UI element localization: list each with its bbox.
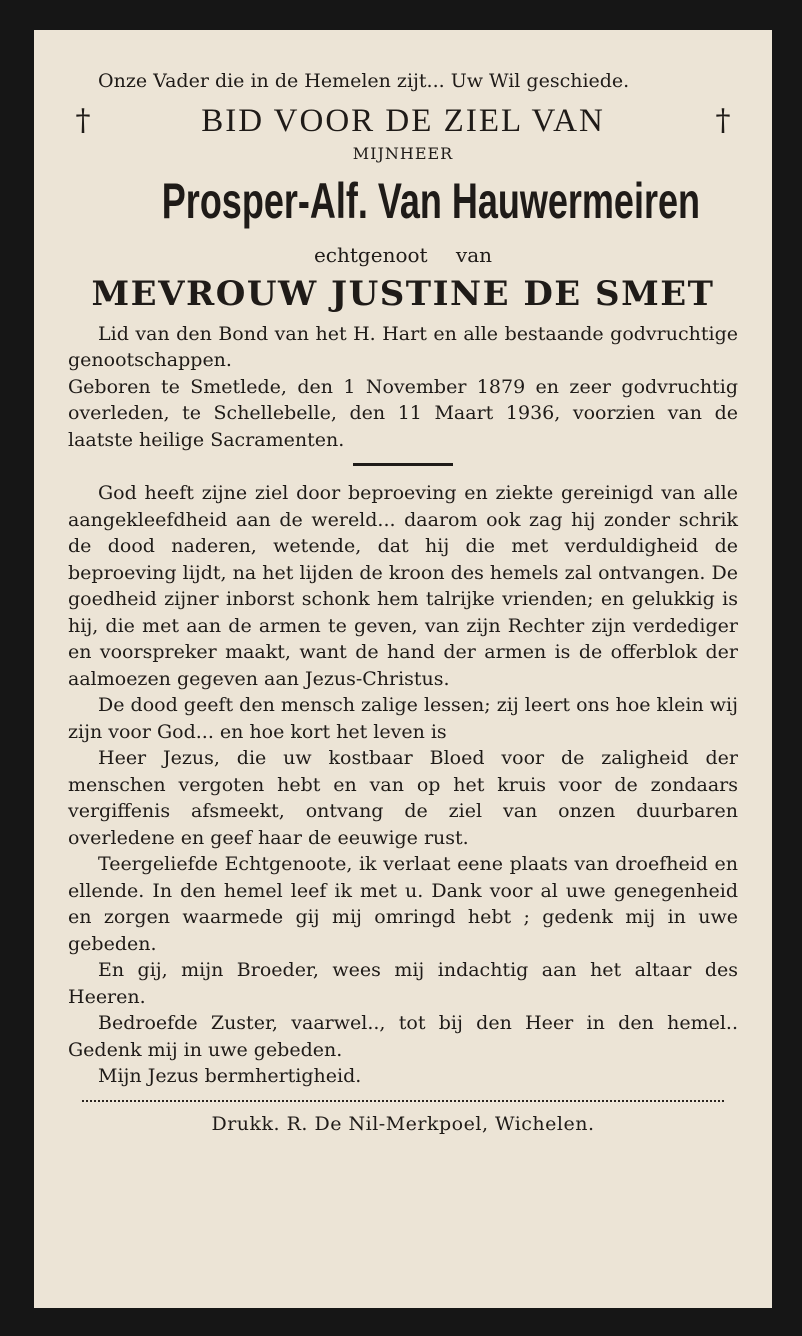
body-paragraph: De dood geeft den mensch zalige lessen; zij leert ons hoe klein wij zijn voor God... en hoe kort het leven is (68, 694, 738, 743)
pray-heading: BID VOOR DE ZIEL VAN (201, 102, 605, 139)
body-paragraph: Heer Jezus, die uw kostbaar Bloed voor de zaligheid der menschen vergoten hebt en van op het kruis voor de zondaars vergiffenis afsmeekt, ontvang de ziel van onzen duurbaren overledene en geef haar de eeuwige rust. (68, 747, 738, 849)
spouse-name: MEVROUW JUSTINE DE SMET (91, 273, 715, 314)
spouse-intro: echtgenoot van (313, 242, 493, 267)
card-paper (34, 30, 772, 1308)
title-label: MIJNHEER (352, 143, 454, 163)
bio-dates: Geboren te Smetlede, den 1 November 1879 en zeer godvruchtig overleden, te Schellebelle, den 11 Maart 1936, voorzien van de laatste heilige Sacramenten. (68, 375, 738, 451)
cross-right-icon: † (715, 102, 731, 138)
cross-left-icon: † (75, 102, 91, 138)
body-paragraph: God heeft zijne ziel door beproeving en ziekte gereinigd van alle aangekleefdheid aan de wereld... daarom ook zag hij zonder schrik de dood naderen, wetende, dat hij die met verduldigheid de beproeving lijdt, na het lijden de kroon des hemels zal ontvangen. De goedheid zijner inborst schonk hem talrijke vrienden; en gelukkig is hij, die met aan de armen te geven, van zijn Rechter zijn verdediger en voorspreker maakt, want de hand der armen is de offerblok der aalmoezen gegeven aan Jezus-Christus. (68, 482, 738, 690)
opening-prayer: Onze Vader die in de Hemelen zijt... Uw Wil geschiede. (98, 70, 630, 92)
deceased-name: Prosper-Alf. Van Hauwermeiren (161, 172, 700, 229)
body-paragraph: Bedroefde Zuster, vaarwel.., tot bij den Heer in den hemel.. Gedenk mij in uwe gebeden. (68, 1012, 738, 1061)
printer-credit: Drukk. R. De Nil-Merkpoel, Wichelen. (211, 1112, 595, 1135)
heading-row (68, 101, 738, 141)
dotted-divider (82, 1100, 724, 1102)
divider-line (353, 463, 453, 466)
body-paragraph: Teergeliefde Echtgenoote, ik verlaat eene plaats van droefheid en ellende. In den hemel leef ik met u. Dank voor al uwe genegenheid en zorgen waarmede gij mij omringd hebt ; gedenk mij in uwe gebeden. (68, 853, 738, 955)
body-paragraph: Mijn Jezus bermhertigheid. (98, 1065, 362, 1087)
body-paragraph: En gij, mijn Broeder, wees mij indachtig aan het altaar des Heeren. (68, 959, 738, 1008)
bio-membership: Lid van den Bond van het H. Hart en alle bestaande godvruchtige genootschappen. (68, 322, 738, 371)
